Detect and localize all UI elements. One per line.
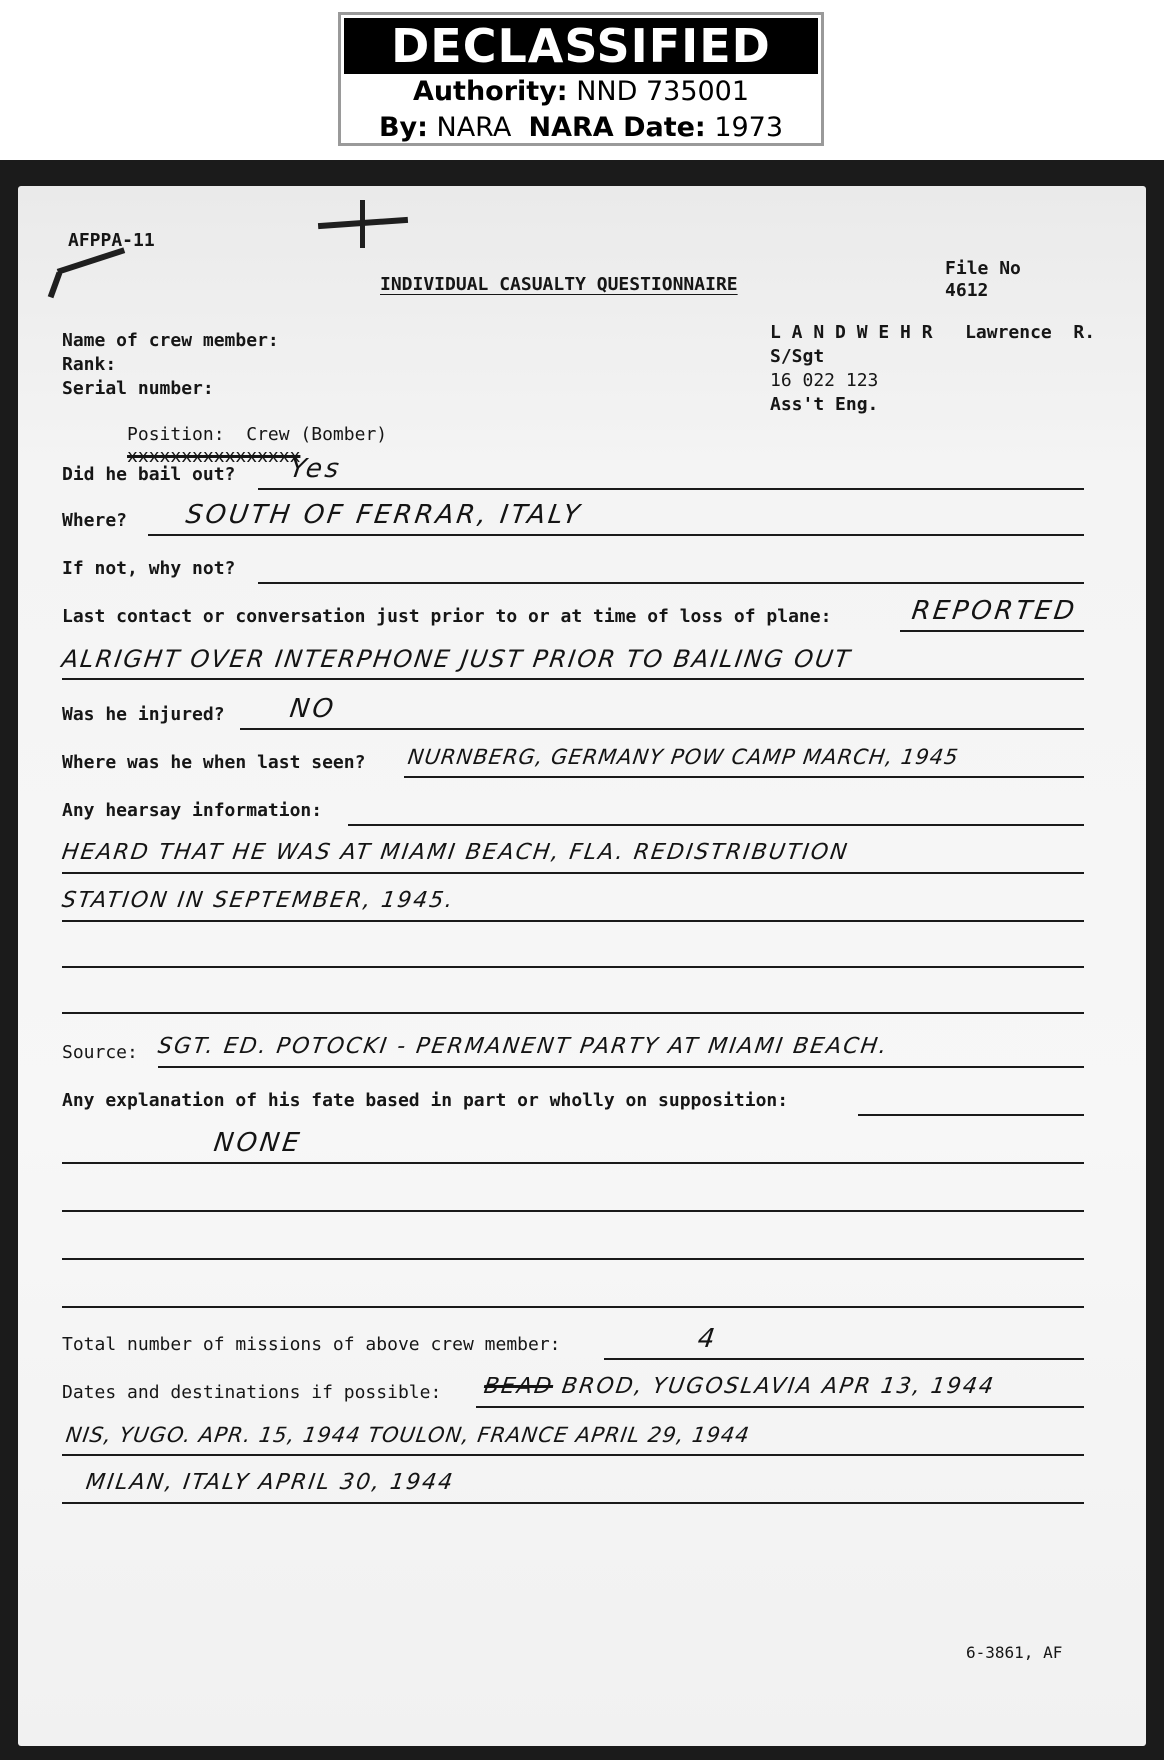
crew-name-value: L A N D W E H R Lawrence R.: [770, 322, 1096, 343]
injured-answer: NO: [287, 694, 339, 724]
ifnot-line: [258, 582, 1084, 584]
hearsay-line-3: [62, 966, 1084, 968]
hearsay-answer-1: HEARD THAT HE WAS AT MIAMI BEACH, FLA. REDISTRIBUTION: [60, 840, 851, 865]
stamp-authority-value: NND 735001: [576, 76, 750, 107]
injured-line: [240, 728, 1084, 730]
scan-mark: [48, 272, 63, 298]
explanation-label: Any explanation of his fate based in part or wholly on supposition:: [62, 1090, 789, 1111]
file-no-label: File No: [945, 258, 1021, 279]
footer-code: 6-3861, AF: [966, 1643, 1063, 1662]
source-answer: SGT. ED. POTOCKI - PERMANENT PARTY AT MIAMI BEACH.: [156, 1034, 890, 1059]
contact-line-2: [62, 678, 1084, 680]
lastseen-answer: NURNBERG, GERMANY POW CAMP MARCH, 1945: [406, 745, 961, 769]
hearsay-line-2: [62, 920, 1084, 922]
bail-answer: Yes: [287, 454, 344, 484]
explanation-line-0: [858, 1114, 1084, 1116]
explanation-line-1: [62, 1162, 1084, 1164]
file-no: [880, 236, 1021, 324]
explanation-line-2: [62, 1210, 1084, 1212]
crew-serial-label: Serial number:: [62, 378, 214, 399]
position-struck-text: xxxxxxxxxxxxxxxx: [127, 446, 301, 467]
explanation-line-4: [62, 1306, 1084, 1308]
stamp-by-value: NARA: [436, 112, 512, 143]
dates-label: Dates and destinations if possible:: [62, 1382, 442, 1403]
missions-line: [604, 1358, 1084, 1360]
form-paper: [18, 186, 1146, 1746]
contact-answer-1: REPORTED: [909, 596, 1080, 626]
crew-rank-value: S/Sgt: [770, 346, 825, 367]
form-title: INDIVIDUAL CASUALTY QUESTIONNAIRE: [380, 274, 738, 295]
dates-answer-2: NIS, YUGO. APR. 15, 1944 TOULON, FRANCE APRIL 29, 1944: [64, 1423, 752, 1447]
missions-label: Total number of missions of above crew member:: [62, 1334, 561, 1355]
hearsay-line-1: [62, 872, 1084, 874]
missions-answer: 4: [695, 1324, 720, 1354]
bail-label: Did he bail out?: [62, 464, 236, 485]
lastseen-line: [404, 776, 1084, 778]
stamp-title: DECLASSIFIED: [344, 18, 818, 74]
lastseen-label: Where was he when last seen?: [62, 752, 366, 773]
injured-label: Was he injured?: [62, 704, 225, 725]
crew-serial-value: 16 022 123: [770, 370, 879, 391]
where-line: [148, 534, 1084, 536]
stamp-date-value: 1973: [714, 112, 784, 143]
crew-position-value: Ass't Eng.: [770, 394, 879, 415]
file-no-value: 4612: [945, 280, 989, 301]
explanation-line-3: [62, 1258, 1084, 1260]
stamp-by: [341, 110, 821, 146]
where-answer: SOUTH OF FERRAR, ITALY: [183, 500, 585, 530]
dates-answer-1-text: BROD, YUGOSLAVIA APR 13, 1944: [560, 1374, 997, 1399]
position-label-text: Position: Crew (Bomber): [127, 424, 388, 445]
dates-struck-text: BEAD: [482, 1374, 555, 1399]
crew-name-label: Name of crew member:: [62, 330, 279, 351]
hearsay-answer-2: STATION IN SEPTEMBER, 1945.: [60, 888, 456, 913]
bail-line: [258, 488, 1084, 490]
declassified-stamp: [338, 12, 824, 146]
stamp-authority-label: Authority:: [412, 76, 568, 107]
dates-line-1: [476, 1406, 1084, 1408]
contact-label: Last contact or conversation just prior to or at time of loss of plane:: [62, 606, 832, 627]
contact-answer-2: ALRIGHT OVER INTERPHONE JUST PRIOR TO BAILING OUT: [60, 645, 854, 673]
source-line: [158, 1066, 1084, 1068]
dates-answer-1: [482, 1372, 997, 1402]
dates-answer-3: MILAN, ITALY APRIL 30, 1944: [84, 1470, 456, 1495]
scan-mark: [360, 200, 365, 248]
source-label: Source:: [62, 1042, 138, 1063]
ifnot-label: If not, why not?: [62, 558, 236, 579]
hearsay-line-0: [348, 824, 1084, 826]
scanned-document: [0, 160, 1164, 1760]
hearsay-label: Any hearsay information:: [62, 800, 323, 821]
stamp-by-label: By:: [378, 112, 428, 143]
stamp-date-label: NARA Date:: [528, 112, 706, 143]
hearsay-line-4: [62, 1012, 1084, 1014]
dates-line-3: [62, 1502, 1084, 1504]
where-label: Where?: [62, 510, 128, 531]
dates-line-2: [62, 1454, 1084, 1456]
form-id: AFPPA-11: [68, 230, 155, 251]
crew-rank-label: Rank:: [62, 354, 117, 375]
explanation-answer: NONE: [211, 1128, 304, 1158]
contact-line-1: [900, 630, 1084, 632]
stamp-authority: [341, 74, 821, 110]
